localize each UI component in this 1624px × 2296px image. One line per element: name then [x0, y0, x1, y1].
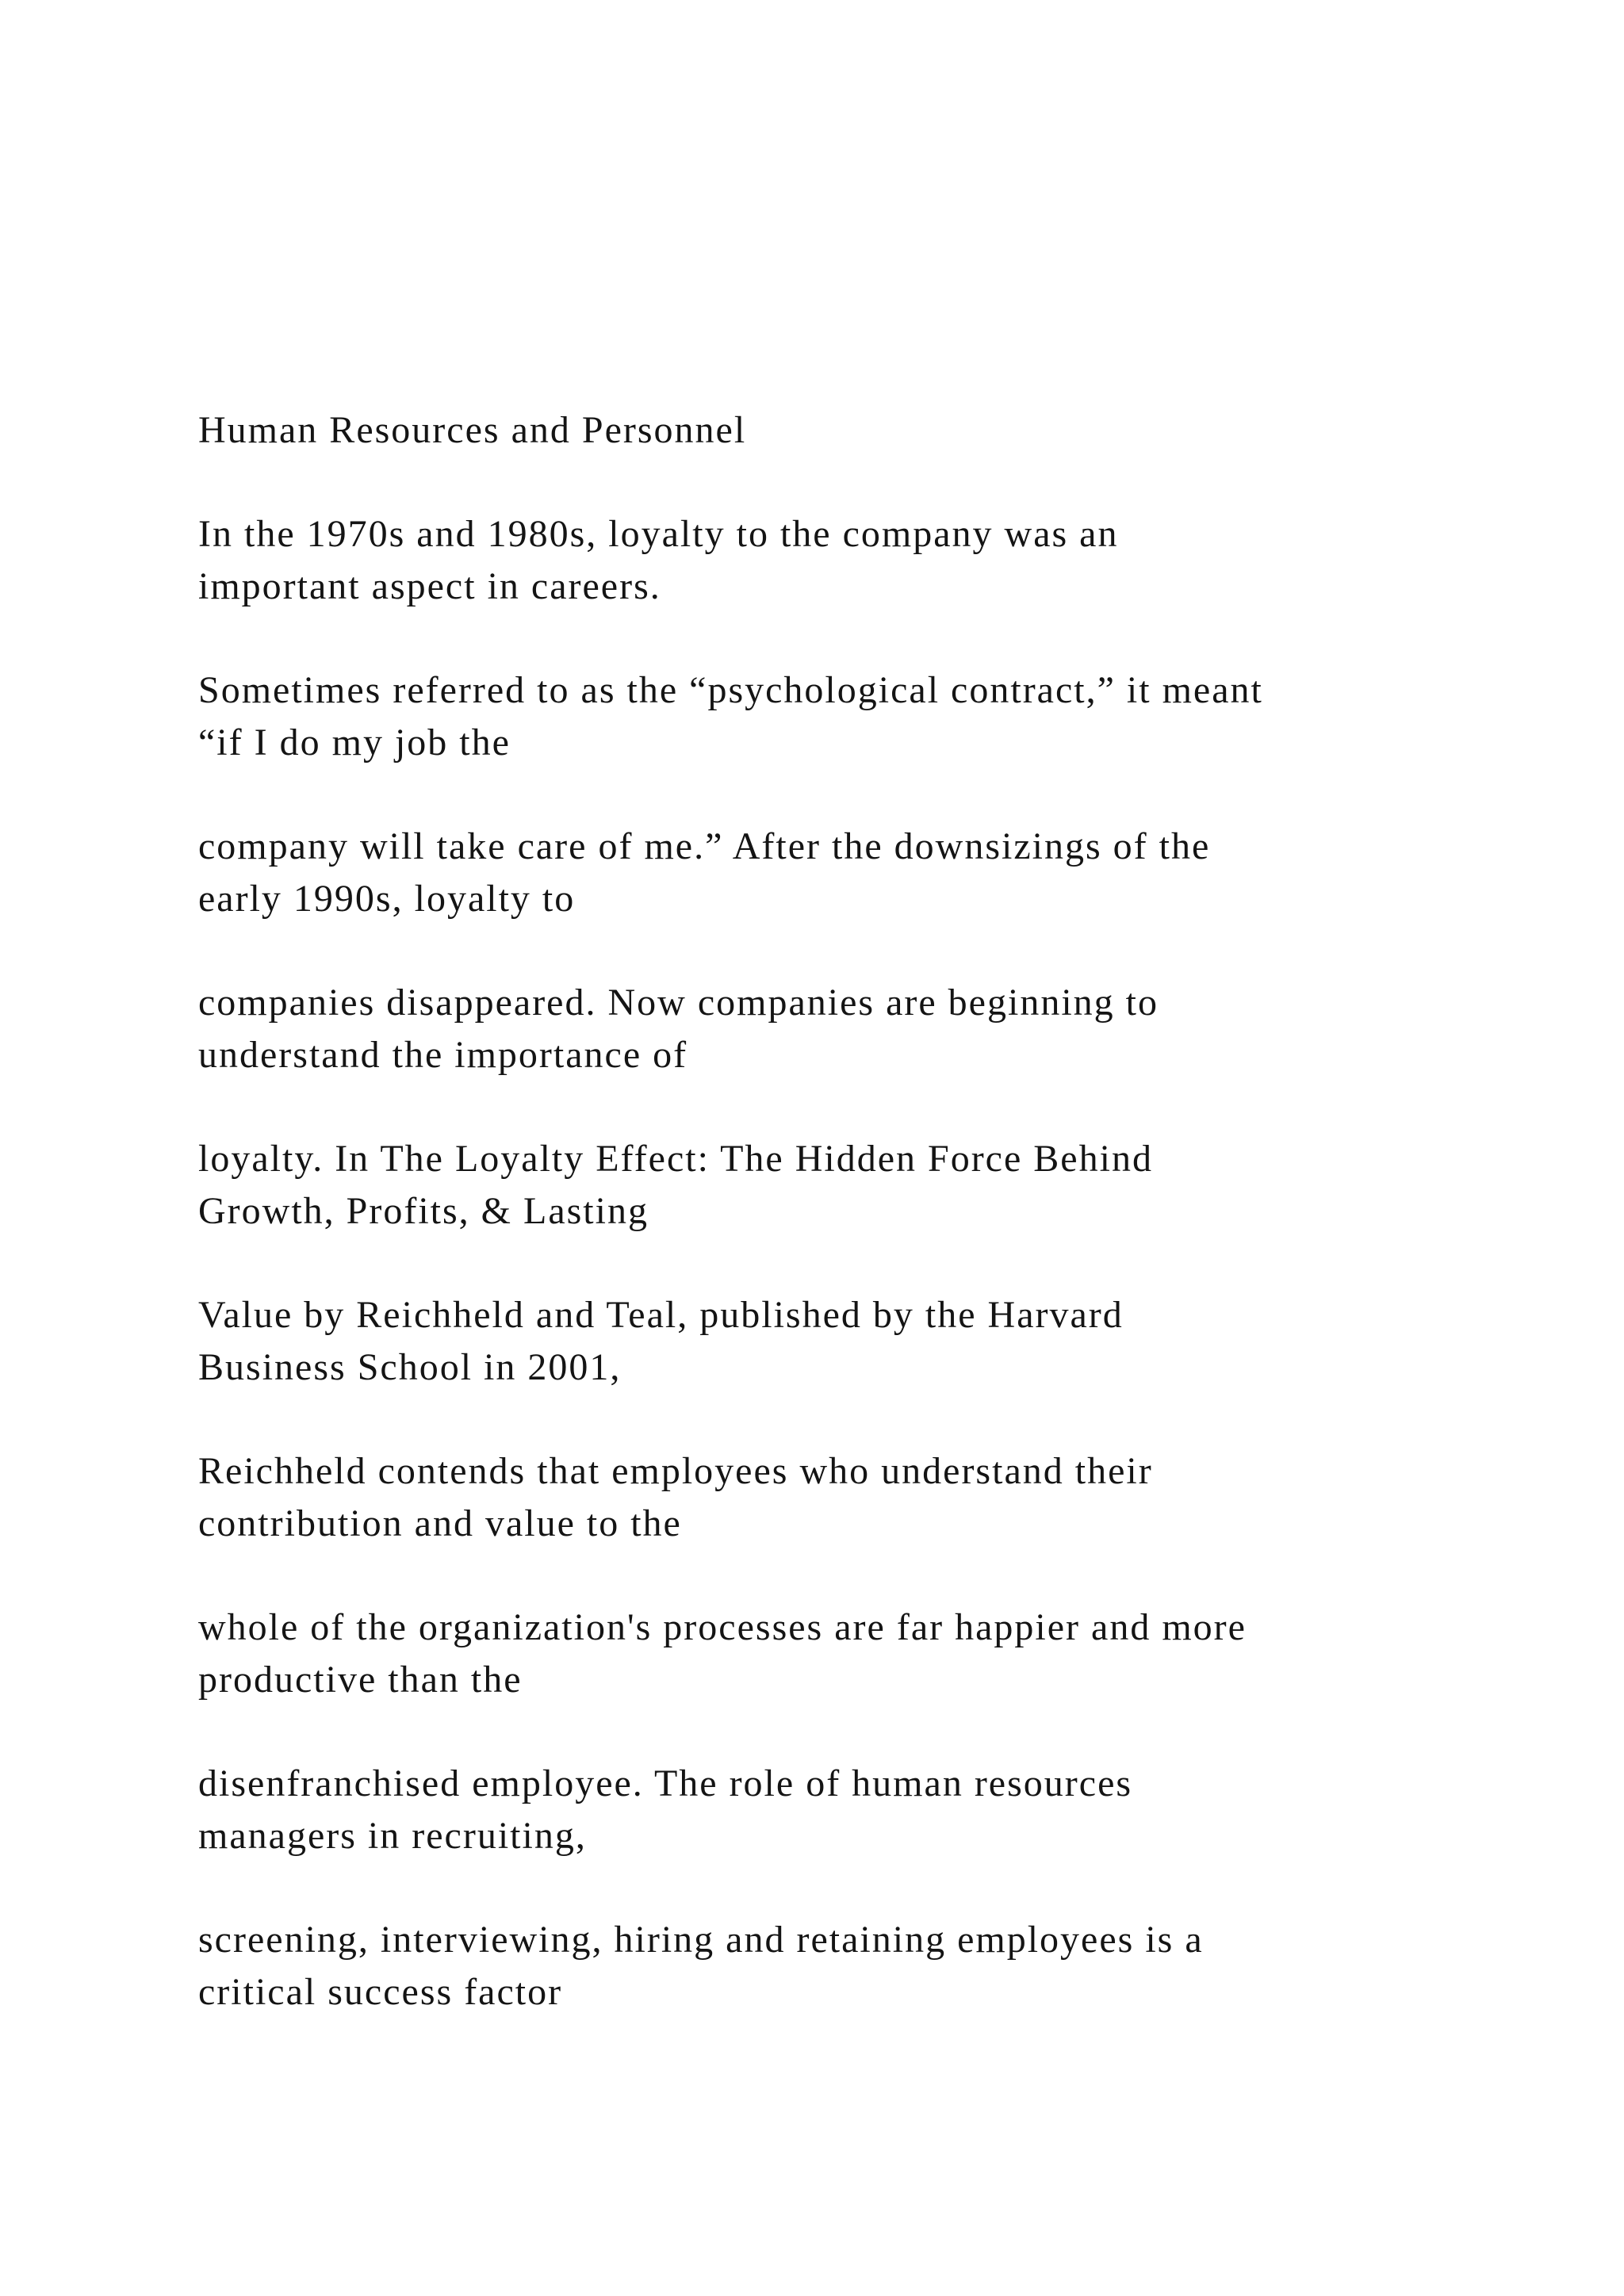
paragraph-10 [198, 1914, 1467, 2019]
paragraph-line: company will take care of me.” After the downsizings of the [198, 825, 1211, 867]
paragraph-line: contribution and value to the [198, 1502, 682, 1544]
paragraph-line: disenfranchised employee. The role of human resources [198, 1762, 1133, 1804]
document-title [198, 404, 1467, 457]
paragraph-line: Sometimes referred to as the “psychological contract,” it meant [198, 669, 1263, 711]
paragraph-1 [198, 508, 1467, 613]
paragraph-line: Growth, Profits, & Lasting [198, 1190, 649, 1232]
paragraph-4 [198, 977, 1467, 1081]
paragraph-line: Value by Reichheld and Teal, published by the Harvard [198, 1294, 1124, 1336]
paragraph-line: “if I do my job the [198, 721, 511, 763]
paragraph-6 [198, 1289, 1467, 1394]
paragraph-line: companies disappeared. Now companies are beginning to [198, 982, 1159, 1024]
paragraph-line: managers in recruiting, [198, 1815, 587, 1857]
paragraph-2 [198, 664, 1467, 769]
paragraph-8 [198, 1601, 1467, 1706]
paragraph-3 [198, 821, 1467, 925]
paragraph-line: loyalty. In The Loyalty Effect: The Hidden Force Behind [198, 1138, 1153, 1180]
title-line: Human Resources and Personnel [198, 409, 747, 451]
paragraph-5 [198, 1133, 1467, 1238]
paragraph-line: Business School in 2001, [198, 1346, 622, 1388]
paragraph-line: Reichheld contends that employees who understand their [198, 1450, 1153, 1492]
paragraph-line: important aspect in careers. [198, 565, 661, 607]
paragraph-line: In the 1970s and 1980s, loyalty to the company was an [198, 513, 1119, 555]
paragraph-9 [198, 1758, 1467, 1862]
paragraph-line: understand the importance of [198, 1034, 688, 1076]
paragraph-line: early 1990s, loyalty to [198, 878, 576, 920]
paragraph-7 [198, 1445, 1467, 1550]
document-body [198, 404, 1467, 2070]
paragraph-line: critical success factor [198, 1971, 563, 2013]
paragraph-line: productive than the [198, 1659, 523, 1701]
paragraph-line: screening, interviewing, hiring and retaining employees is a [198, 1919, 1204, 1961]
paragraph-line: whole of the organization's processes are far happier and more [198, 1606, 1247, 1648]
